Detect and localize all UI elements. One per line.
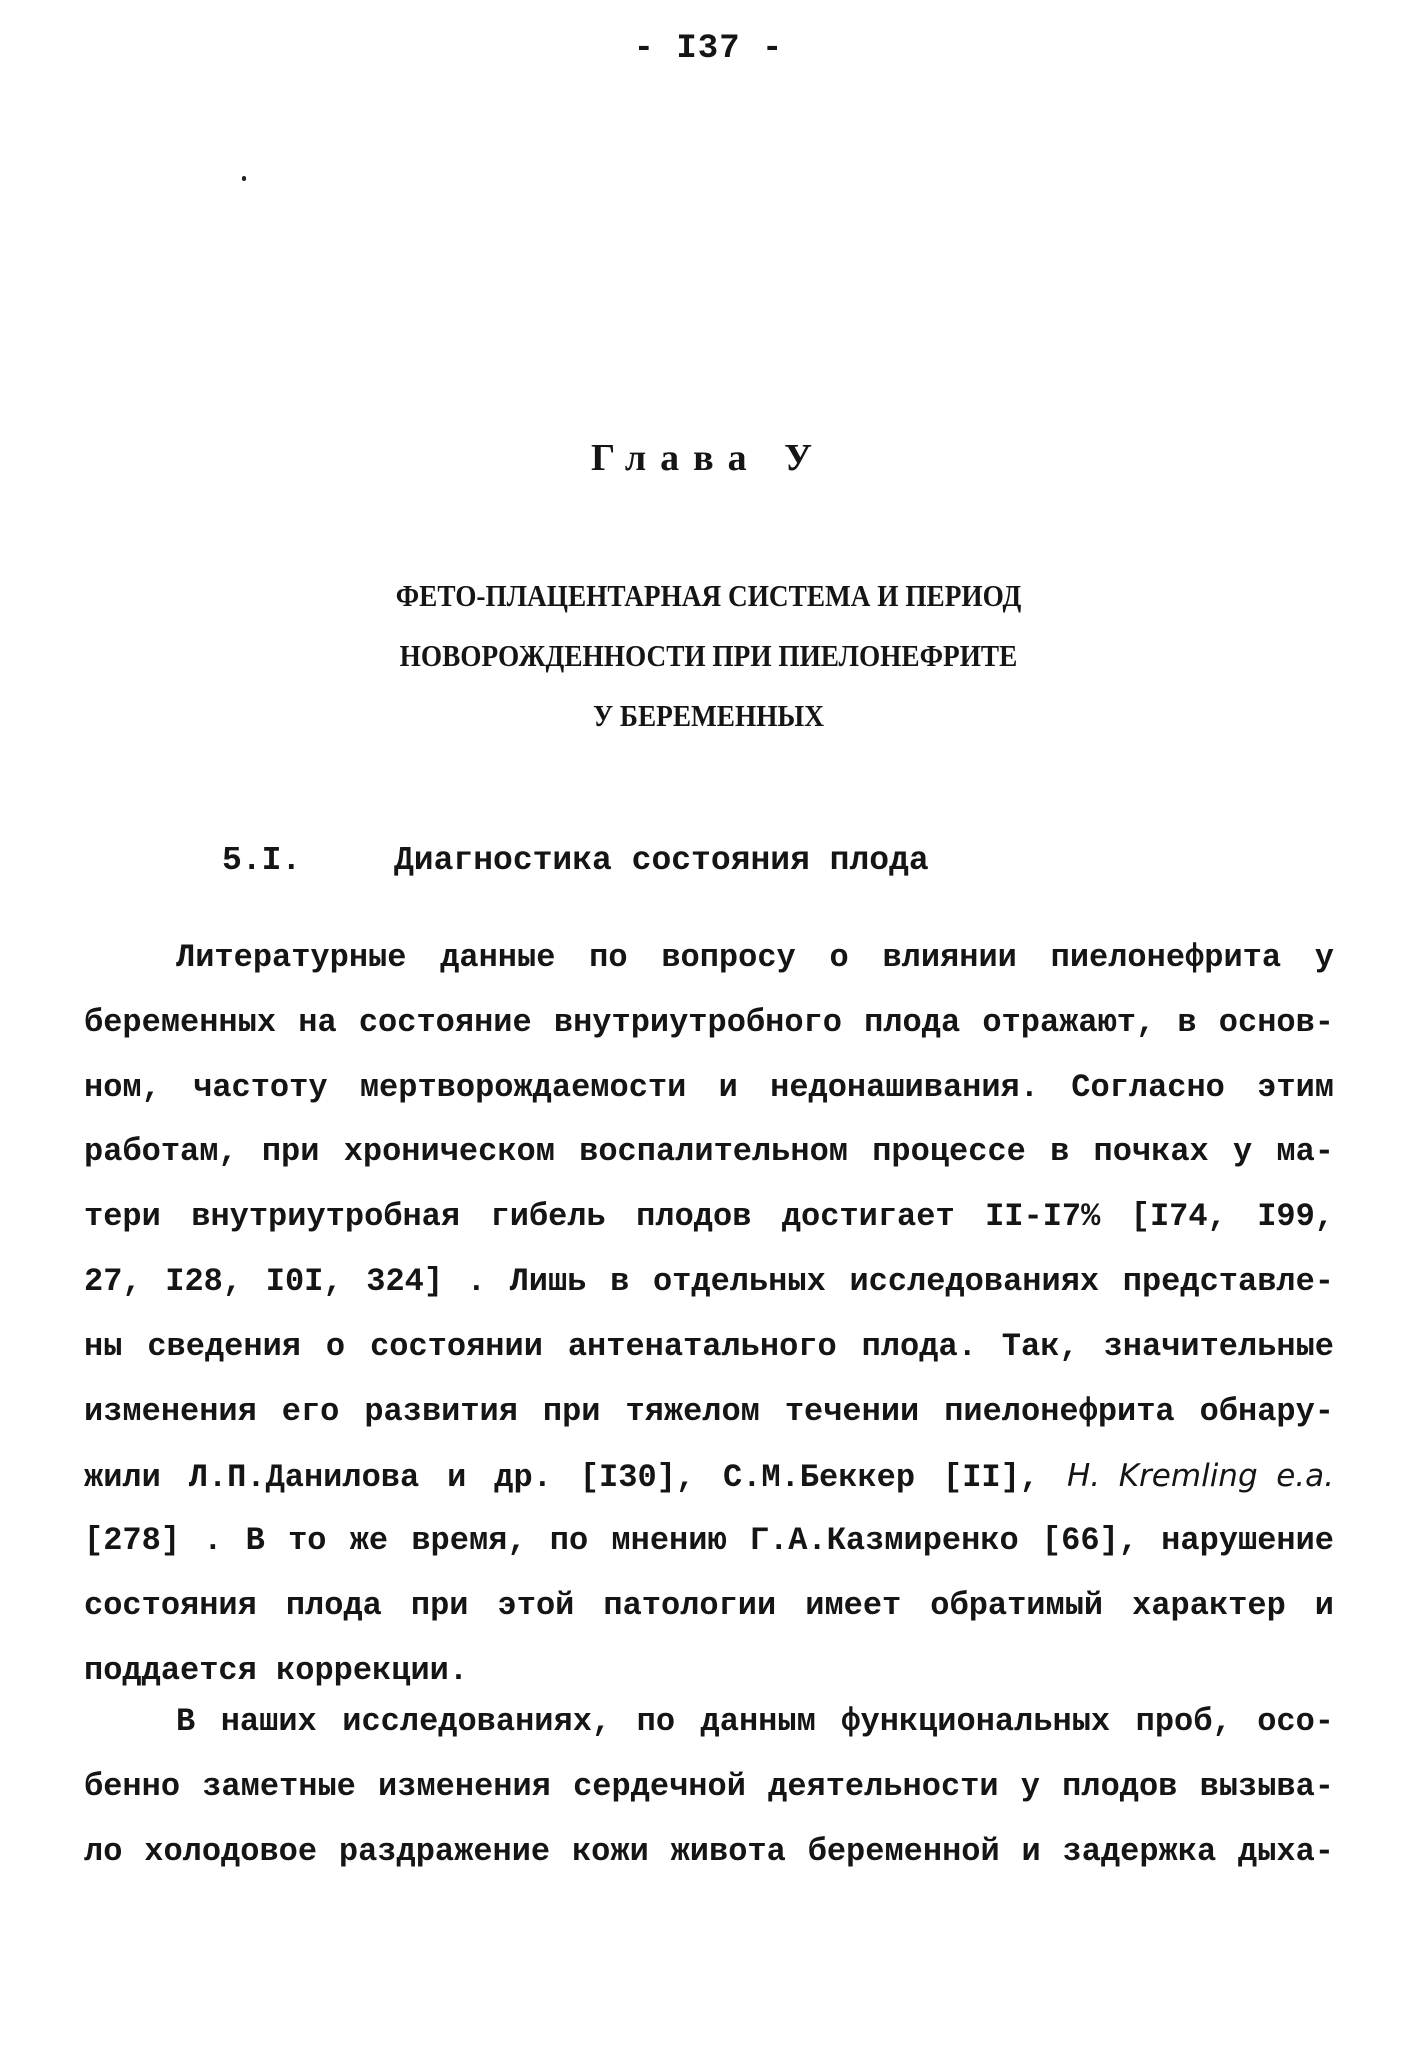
text-line: Литературные данные по вопросу о влиянии пиелонефрита у xyxy=(176,939,1334,976)
section-heading xyxy=(222,842,929,879)
chapter-title xyxy=(85,566,1332,746)
page-number: - I37 - xyxy=(633,30,784,68)
text-line: тери внутриутробная гибель плодов достигает II-I7% [I74, I99, xyxy=(84,1198,1334,1236)
text-line: В наших исследованиях, по данным функциональных проб, осо- xyxy=(176,1703,1334,1740)
text-line: ном, частоту мертворождаемости и недонашивания. Согласно этим xyxy=(84,1068,1334,1106)
text-line: ны сведения о состоянии антенатального плода. Так, значительные xyxy=(84,1327,1334,1365)
text-line: [278] . В то же время, по мнению Г.А.Казмиренко [66], нарушение xyxy=(84,1522,1334,1560)
scan-speck xyxy=(242,176,246,181)
paragraph-1 xyxy=(84,926,1334,1704)
text-line-with-handwriting xyxy=(84,1444,1334,1509)
text-line: поддается коррекции. xyxy=(84,1651,469,1689)
text-line: бенно заметные изменения сердечной деятельности у плодов вызыва- xyxy=(84,1767,1334,1805)
chapter-title-line: У БЕРЕМЕННЫХ xyxy=(593,698,824,733)
text-segment: жили Л.П.Данилова и др. [I30], С.М.Беккер [II], xyxy=(84,1459,1040,1497)
section-number: 5.I. xyxy=(222,842,302,879)
handwritten-citation: H. Kremling e.a. xyxy=(1066,1458,1335,1495)
chapter-title-line: НОВОРОЖДЕННОСТИ ПРИ ПИЕЛОНЕФРИТЕ xyxy=(399,638,1018,673)
section-title: Диагностика состояния плода xyxy=(394,842,929,879)
text-line: 27, I28, I0I, 324] . Лишь в отдельных исследованиях представле- xyxy=(84,1262,1334,1300)
paragraph-2 xyxy=(84,1690,1334,1884)
chapter-title-line: ФЕТО-ПЛАЦЕНТАРНАЯ СИСТЕМА И ПЕРИОД xyxy=(395,578,1022,613)
text-line: работам, при хроническом воспалительном процессе в почках у ма- xyxy=(84,1133,1334,1171)
chapter-heading: Глава У xyxy=(590,437,827,479)
text-line: изменения его развития при тяжелом течении пиелонефрита обнару- xyxy=(84,1392,1334,1430)
text-line: беременных на состояние внутриутробного плода отражают, в основ- xyxy=(84,1003,1334,1041)
text-line: ло холодовое раздражение кожи живота беременной и задержка дыха- xyxy=(84,1832,1334,1870)
text-line: состояния плода при этой патологии имеет обратимый характер и xyxy=(84,1586,1334,1624)
